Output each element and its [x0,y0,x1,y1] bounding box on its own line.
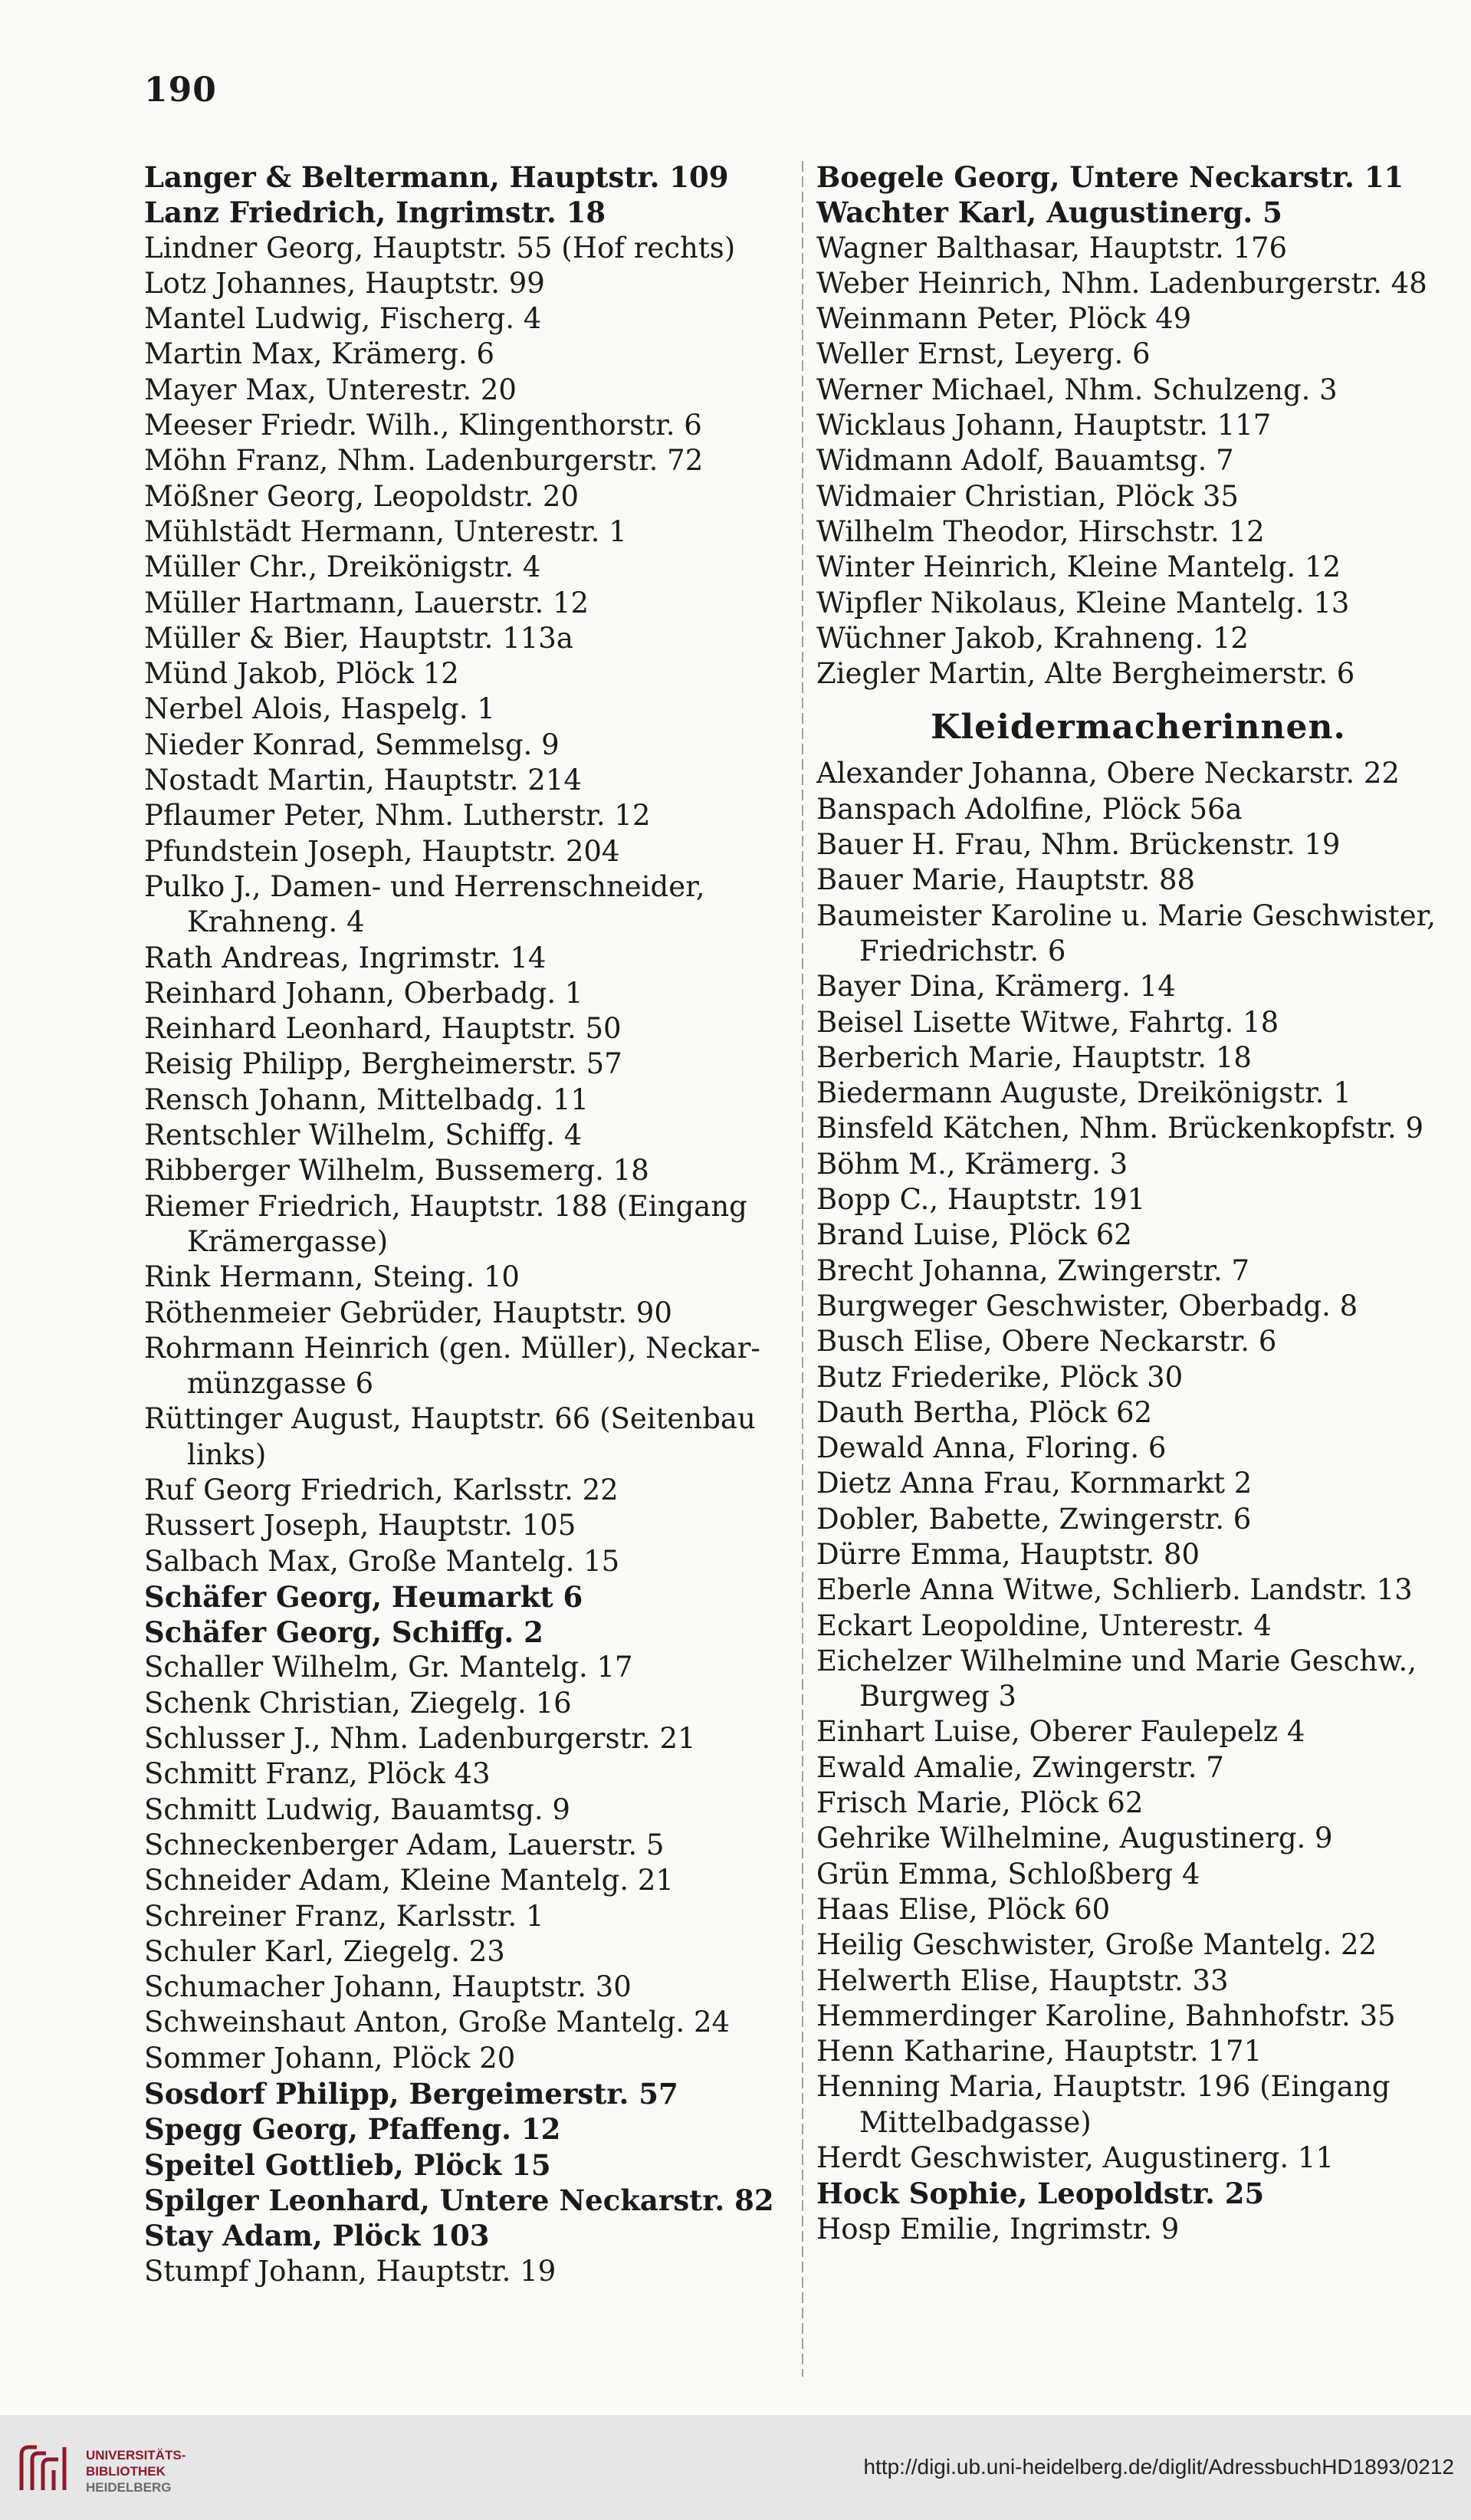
directory-entry: Spegg Georg, Pfaffeng. 12 [144,2112,561,2147]
directory-entry: Einhart Luise, Oberer Faulepelz 4 [816,1715,1305,1749]
directory-entry: Pfundstein Joseph, Hauptstr. 204 [144,834,620,868]
directory-entry: Martin Max, Krämerg. 6 [144,337,495,371]
directory-entry: Butz Friederike, Plöck 30 [816,1360,1184,1394]
directory-entry-continuation: Krämergasse) [187,1224,389,1258]
directory-entry: Wüchner Jakob, Krahneng. 12 [816,621,1249,655]
directory-entry: Stay Adam, Plöck 103 [144,2219,490,2253]
directory-entry: Ribberger Wilhelm, Bussemerg. 18 [144,1154,649,1188]
directory-entry: Reisig Philipp, Bergheimerstr. 57 [144,1047,622,1081]
directory-entry: Riemer Friedrich, Hauptstr. 188 (Eingang [144,1189,747,1223]
directory-entry: Eckart Leopoldine, Unterestr. 4 [816,1608,1272,1642]
directory-entry: Berberich Marie, Hauptstr. 18 [816,1040,1252,1074]
section-heading: Kleidermacherinnen. [931,708,1346,747]
directory-entry: Schneider Adam, Kleine Mantelg. 21 [144,1864,674,1897]
directory-entry: Sosdorf Philipp, Bergeimerstr. 57 [144,2077,678,2111]
directory-entry: Pulko J., Damen- und Herrenschneider, [144,869,705,903]
directory-entry: Heilig Geschwister, Große Mantelg. 22 [816,1928,1377,1962]
directory-entry: Gehrike Wilhelmine, Augustinerg. 9 [816,1822,1333,1855]
directory-entry: Hock Sophie, Leopoldstr. 25 [816,2177,1265,2211]
directory-entry: Lindner Georg, Hauptstr. 55 (Hof rechts) [144,231,736,264]
directory-entry: Pflaumer Peter, Nhm. Lutherstr. 12 [144,799,651,833]
directory-entry: Banspach Adolfine, Plöck 56a [816,792,1243,826]
directory-entry: Meeser Friedr. Wilh., Klingenthorstr. 6 [144,409,702,442]
directory-entry: Widmaier Christian, Plöck 35 [816,479,1239,513]
directory-entry: Frisch Marie, Plöck 62 [816,1786,1144,1820]
directory-entry-continuation: Krahneng. 4 [187,905,365,939]
directory-entry: Speitel Gottlieb, Plöck 15 [144,2147,551,2182]
directory-entry: Rüttinger August, Hauptstr. 66 (Seitenbau [144,1402,756,1436]
directory-entry-continuation: links) [187,1437,267,1471]
directory-entry: Lotz Johannes, Hauptstr. 99 [144,266,545,300]
directory-entry: Stumpf Johann, Hauptstr. 19 [144,2254,557,2288]
directory-entry: Nostadt Martin, Hauptstr. 214 [144,764,582,797]
directory-entry: Schaller Wilhelm, Gr. Mantelg. 17 [144,1651,633,1684]
directory-entry: Spilger Leonhard, Untere Neckarstr. 82 [144,2183,774,2217]
directory-entry: Lanz Friedrich, Ingrimstr. 18 [144,195,606,230]
directory-entry: Langer & Beltermann, Hauptstr. 109 [144,160,729,194]
directory-entry: Dobler, Babette, Zwingerstr. 6 [816,1502,1252,1536]
directory-entry: Weinmann Peter, Plöck 49 [816,302,1192,336]
directory-entry: Bauer Marie, Hauptstr. 88 [816,863,1196,897]
directory-entry: Ziegler Martin, Alte Bergheimerstr. 6 [816,657,1355,691]
university-library-logo [14,2436,78,2501]
library-name [86,2447,186,2495]
directory-entry: Biedermann Auguste, Dreikönigstr. 1 [816,1076,1351,1110]
directory-entry: Henn Katharine, Hauptstr. 171 [816,2035,1262,2068]
directory-entry: Werner Michael, Nhm. Schulzeng. 3 [816,373,1338,406]
right-column [816,159,1460,2247]
directory-entry: Münd Jakob, Plöck 12 [144,657,459,691]
page-number: 190 [144,71,217,110]
directory-entry: Widmann Adolf, Bauamtsg. 7 [816,444,1234,478]
directory-entry: Helwerth Elise, Hauptstr. 33 [816,1963,1229,1997]
directory-entry: Wagner Balthasar, Hauptstr. 176 [816,231,1288,264]
right-column-entries [816,159,1460,692]
directory-entry: Mühlstädt Hermann, Unterestr. 1 [144,514,627,548]
directory-entry: Ewald Amalie, Zwingerstr. 7 [816,1750,1224,1784]
directory-entry: Rentschler Wilhelm, Schiffg. 4 [144,1119,583,1152]
directory-entry: Rensch Johann, Mittelbadg. 11 [144,1083,589,1116]
directory-entry: Hosp Emilie, Ingrimstr. 9 [816,2212,1180,2246]
directory-entry: Busch Elise, Obere Neckarstr. 6 [816,1325,1277,1359]
directory-entry: Schmitt Ludwig, Bauamtsg. 9 [144,1792,570,1826]
directory-entry: Brecht Johanna, Zwingerstr. 7 [816,1253,1250,1287]
directory-entry: Weber Heinrich, Nhm. Ladenburgerstr. 48 [816,266,1427,300]
directory-entry: Müller Hartmann, Lauerstr. 12 [144,586,589,619]
viewer-footer [0,2415,1471,2520]
directory-entry: Dürre Emma, Hauptstr. 80 [816,1537,1200,1571]
source-url[interactable]: http://digi.ub.uni-heidelberg.de/diglit/AdressbuchHD1893/0212 [863,2455,1454,2479]
directory-entry: Schweinshaut Anton, Große Mantelg. 24 [144,2006,731,2039]
directory-entry: Möhn Franz, Nhm. Ladenburgerstr. 72 [144,444,704,478]
directory-entry: Rohrmann Heinrich (gen. Müller), Neckar- [144,1331,760,1365]
directory-entry: Weller Ernst, Leyerg. 6 [816,337,1151,371]
directory-entry: Schreiner Franz, Karlsstr. 1 [144,1899,544,1933]
directory-entry-continuation: Burgweg 3 [859,1680,1016,1713]
directory-entry: Wipfler Nikolaus, Kleine Mantelg. 13 [816,586,1350,619]
directory-entry-continuation: Mittelbadgasse) [859,2105,1092,2139]
directory-entry: Brand Luise, Plöck 62 [816,1218,1132,1252]
directory-entry: Dewald Anna, Floring. 6 [816,1431,1167,1465]
directory-entry: Reinhard Johann, Oberbadg. 1 [144,976,583,1010]
directory-entry: Burgweger Geschwister, Oberbadg. 8 [816,1289,1358,1322]
directory-entry: Sommer Johann, Plöck 20 [144,2041,516,2075]
directory-entry: Winter Heinrich, Kleine Mantelg. 12 [816,550,1341,584]
directory-entry: Eberle Anna Witwe, Schlierb. Landstr. 13 [816,1573,1413,1607]
directory-entry: Rath Andreas, Ingrimstr. 14 [144,941,547,974]
directory-entry: Wicklaus Johann, Hauptstr. 117 [816,409,1272,442]
directory-entry: Reinhard Leonhard, Hauptstr. 50 [144,1012,622,1046]
directory-entry: Eichelzer Wilhelmine und Marie Geschw., [816,1644,1417,1677]
directory-entry: Herdt Geschwister, Augustinerg. 11 [816,2141,1335,2175]
directory-entry: Bayer Dina, Krämerg. 14 [816,970,1176,1004]
library-name-line: HEIDELBERG [86,2480,172,2495]
directory-entry: Wilhelm Theodor, Hirschstr. 12 [816,514,1265,548]
directory-entry: Rink Hermann, Steing. 10 [144,1260,520,1294]
left-column [144,159,796,2289]
kleidermacherinnen-list [816,756,1460,2246]
directory-entry: Schumacher Johann, Hauptstr. 30 [144,1970,632,2004]
directory-entry: Baumeister Karoline u. Marie Geschwister, [816,899,1437,932]
directory-entry: Bopp C., Hauptstr. 191 [816,1183,1146,1217]
directory-entry: Schuler Karl, Ziegelg. 23 [144,1934,505,1968]
directory-entry: Mayer Max, Unterestr. 20 [144,373,517,406]
directory-entry: Salbach Max, Große Mantelg. 15 [144,1544,620,1578]
directory-entry: Dietz Anna Frau, Kornmarkt 2 [816,1467,1253,1500]
directory-entry: Beisel Lisette Witwe, Fahrtg. 18 [816,1005,1279,1039]
library-name-line: BIBLIOTHEK [86,2464,166,2479]
directory-entry: Mößner Georg, Leopoldstr. 20 [144,479,579,513]
directory-entry: Russert Joseph, Hauptstr. 105 [144,1509,576,1543]
directory-entry: Ruf Georg Friedrich, Karlsstr. 22 [144,1473,619,1506]
directory-entry: Hemmerdinger Karoline, Bahnhofstr. 35 [816,1999,1396,2032]
library-name-line: UNIVERSITÄTS- [86,2448,186,2463]
directory-entry: Binsfeld Kätchen, Nhm. Brückenkopfstr. 9 [816,1112,1424,1145]
directory-entry: Alexander Johanna, Obere Neckarstr. 22 [816,757,1400,790]
directory-entry: Röthenmeier Gebrüder, Hauptstr. 90 [144,1296,672,1329]
directory-entry: Schäfer Georg, Schiffg. 2 [144,1615,543,1650]
directory-entry: Schlusser J., Nhm. Ladenburgerstr. 21 [144,1722,696,1756]
directory-entry: Nerbel Alois, Haspelg. 1 [144,692,495,726]
directory-entry: Schneckenberger Adam, Lauerstr. 5 [144,1828,665,1861]
directory-entry: Dauth Bertha, Plöck 62 [816,1395,1153,1429]
directory-entry: Henning Maria, Hauptstr. 196 (Eingang [816,2070,1391,2104]
directory-entry-continuation: Friedrichstr. 6 [859,934,1066,968]
directory-entry: Grün Emma, Schloßberg 4 [816,1857,1200,1891]
directory-entry: Haas Elise, Plöck 60 [816,1892,1111,1926]
directory-entry: Boegele Georg, Untere Neckarstr. 11 [816,160,1404,194]
directory-entry: Schäfer Georg, Heumarkt 6 [144,1579,583,1614]
directory-entry: Schenk Christian, Ziegelg. 16 [144,1686,572,1720]
directory-entry: Bauer H. Frau, Nhm. Brückenstr. 19 [816,828,1341,862]
directory-entry: Schmitt Franz, Plöck 43 [144,1757,491,1791]
directory-entry: Müller & Bier, Hauptstr. 113a [144,621,573,655]
directory-entry-continuation: münzgasse 6 [187,1367,374,1401]
directory-entry: Mantel Ludwig, Fischerg. 4 [144,302,542,336]
column-divider [802,161,803,2377]
directory-entry: Wachter Karl, Augustinerg. 5 [816,195,1282,230]
directory-entry: Müller Chr., Dreikönigstr. 4 [144,550,541,584]
directory-entry: Böhm M., Krämerg. 3 [816,1147,1128,1181]
directory-entry: Nieder Konrad, Semmelsg. 9 [144,728,560,761]
